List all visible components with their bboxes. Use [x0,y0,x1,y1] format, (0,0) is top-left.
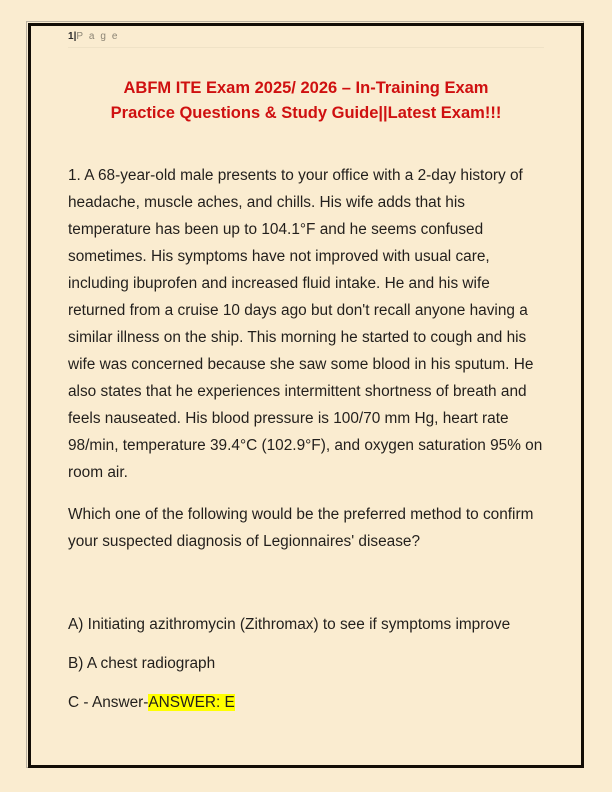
answer-highlight: ANSWER: E [148,694,235,712]
page-number: 1 [68,31,74,42]
document-title [68,76,544,126]
question-body [68,162,544,555]
answer-option-b-text: B) A chest radiograph [68,655,216,673]
page-header-separator: | [73,31,77,42]
answer-option-c[interactable] [68,689,544,716]
answer-option-b[interactable] [68,650,544,677]
page-label: P a g e [76,31,120,42]
answer-option-a[interactable] [68,611,544,638]
answer-option-a-text: A) Initiating azithromycin (Zithromax) to see if symptoms improve [68,616,511,634]
page-header [68,31,544,48]
title-line-2: Practice Questions & Study Guide||Latest Exam!!! [110,104,502,122]
answer-option-c-text: C - Answer- [68,694,149,712]
page-content [68,31,544,716]
title-line-1: ABFM ITE Exam 2025/ 2026 – In-Training Exam [123,79,489,97]
question-stem: 1. A 68-year-old male presents to your office with a 2-day history of headache, muscle aches, and chills. His wife adds that his temperature has been up to 104.1°F and he seems confused sometimes. His symptoms have not improved with usual care, including ibuprofen and increased fluid intake. He and his wife returned from a cruise 10 days ago but don't recall anyone having a similar illness on the ship. This morning he started to cough and his wife was concerned because she saw some blood in his sputum. He also states that he experiences intermittent shortness of breath and feels nauseated. His blood pressure is 100/70 mm Hg, heart rate 98/min, temperature 39.4°C (102.9°F), and oxygen saturation 95% on room air. [68,167,543,481]
answer-options [68,611,544,716]
question-lead-in: Which one of the following would be the preferred method to confirm your suspected diagnosis of Legionnaires' disease? [68,506,534,551]
